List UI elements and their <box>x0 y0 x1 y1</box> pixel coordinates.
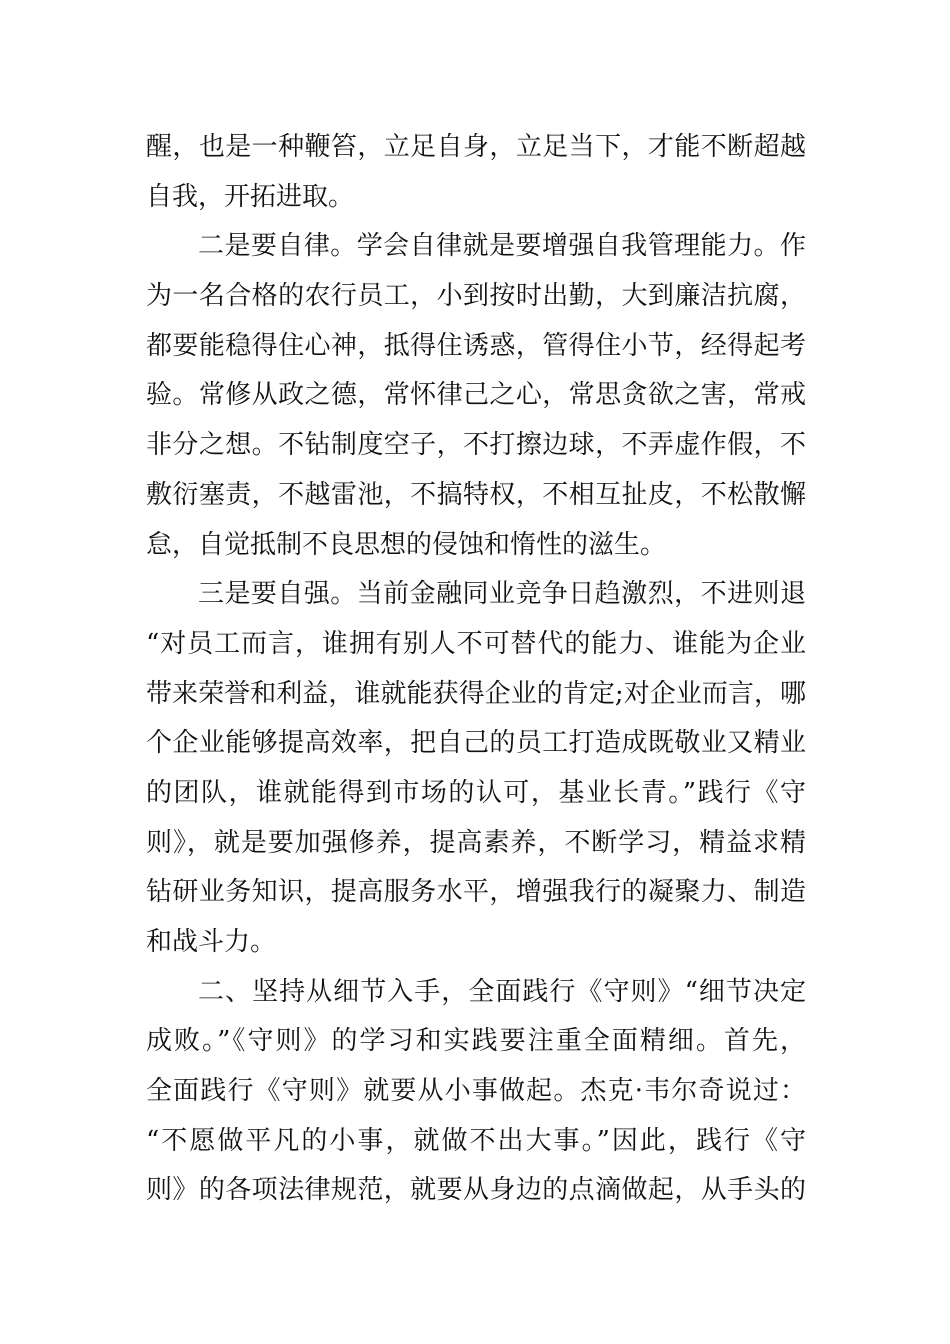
text-line-8: 敷衍塞责，不越雷池，不搞特权，不相互扯皮，不松散懈 <box>146 479 806 510</box>
text-line-13: 个企业能够提高效率，把自己的员工打造成既敬业又精业 <box>146 728 806 759</box>
text-line-20: 全面践行《守则》就要从小事做起。杰克·韦尔奇说过： <box>146 1076 806 1107</box>
text-line-9: 怠，自觉抵制不良思想的侵蚀和惰性的滋生。 <box>146 529 667 560</box>
text-line-7: 非分之想。不钻制度空子，不打擦边球，不弄虚作假，不 <box>146 430 806 461</box>
text-line-11: “对员工而言，谁拥有别人不可替代的能力、谁能为企业 <box>146 628 806 659</box>
text-line-6: 验。常修从政之德，常怀律己之心，常思贪欲之害，常戒 <box>146 380 806 411</box>
text-line-1: 醒，也是一种鞭笞，立足自身，立足当下，才能不断超越 <box>146 132 806 162</box>
text-line-22: 则》的各项法律规范，就要从身边的点滴做起，从手头的 <box>146 1175 806 1206</box>
text-line-14: 的团队，谁就能得到市场的认可，基业长青。”践行《守 <box>146 777 806 808</box>
text-line-3: 二是要自律。学会自律就是要增强自我管理能力。作 <box>198 231 806 262</box>
text-line-2: 自我，开拓进取。 <box>146 181 355 212</box>
text-line-18: 二、坚持从细节入手，全面践行《守则》“细节决定 <box>198 976 806 1007</box>
text-line-16: 钻研业务知识，提高服务水平，增强我行的凝聚力、制造 <box>146 877 806 908</box>
document-body <box>146 123 806 1216</box>
text-line-21: “不愿做平凡的小事，就做不出大事。”因此，践行《守 <box>146 1125 806 1156</box>
text-line-10: 三是要自强。当前金融同业竞争日趋激烈，不进则退 <box>198 579 806 610</box>
text-line-4: 为一名合格的农行员工，小到按时出勤，大到廉洁抗腐， <box>146 281 806 312</box>
text-line-5: 都要能稳得住心神，抵得住诱惑，管得住小节，经得起考 <box>146 330 806 361</box>
text-line-15: 则》，就是要加强修养，提高素养，不断学习，精益求精 <box>146 827 806 858</box>
text-line-19: 成败。”《守则》的学习和实践要注重全面精细。首先， <box>146 1026 806 1057</box>
text-line-17: 和战斗力。 <box>146 927 277 957</box>
text-line-12: 带来荣誉和利益，谁就能获得企业的肯定;对企业而言，哪 <box>146 678 806 709</box>
